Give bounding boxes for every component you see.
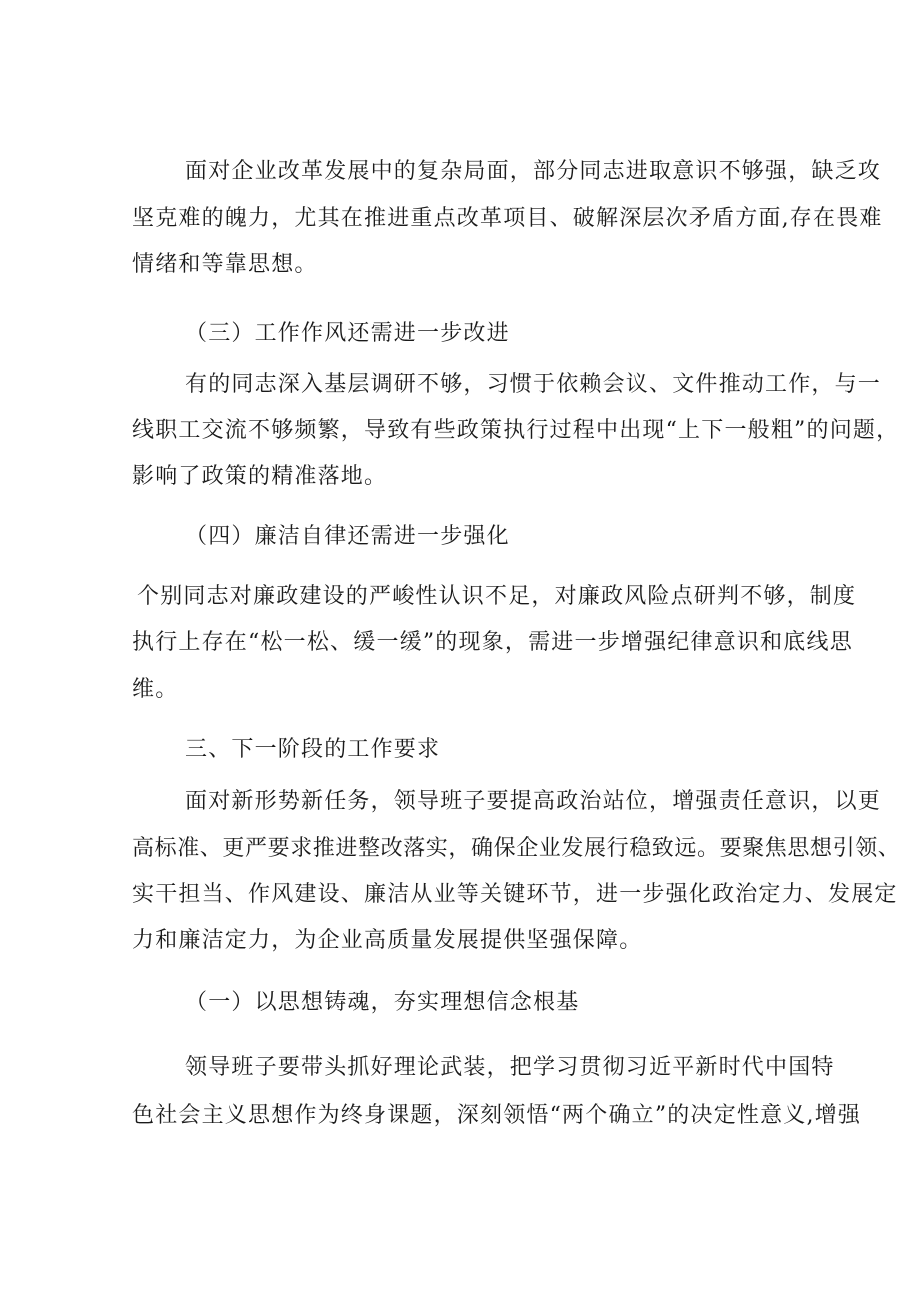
paragraph-line: 维。: [132, 677, 179, 702]
subsection-heading: （三）工作作风还需进一步改进: [185, 321, 510, 346]
paragraph-line: 影响了政策的精准落地。: [132, 464, 388, 489]
paragraph-line: 面对新形势新任务，领导班子要提高政治站位，增强责任意识，以更: [185, 789, 882, 814]
paragraph-line: 情绪和等靠思想。: [132, 252, 318, 277]
subsection-heading: （一）以思想铸魂，夯实理想信念根基: [185, 990, 580, 1015]
paragraph-line: 色社会主义思想作为终身课题，深刻领悟“两个确立”的决定性意义,增强: [132, 1103, 862, 1128]
subsection-heading: （四）廉洁自律还需进一步强化: [185, 524, 510, 549]
paragraph-line: 力和廉洁定力，为企业高质量发展提供坚强保障。: [132, 928, 643, 953]
paragraph-line: 执行上存在“松一松、缓一缓”的现象，需进一步增强纪律意识和底线思: [132, 630, 853, 655]
paragraph-line: 面对企业改革发展中的复杂局面，部分同志进取意识不够强，缺乏攻: [185, 159, 882, 184]
paragraph-line: 线职工交流不够频繁，导致有些政策执行过程中出现“上下一般粗”的问题，: [132, 418, 900, 443]
paragraph-line: 有的同志深入基层调研不够，习惯于依赖会议、文件推动工作，与一: [185, 372, 882, 397]
paragraph-line: 个别同志对廉政建设的严峻性认识不足，对廉政风险点研判不够，制度: [137, 584, 857, 609]
paragraph-line: 实干担当、作风建设、廉洁从业等关键环节，进一步强化政治定力、发展定: [132, 882, 898, 907]
paragraph-line: 领导班子要带头抓好理论武装，把学习贯彻习近平新时代中国特: [185, 1055, 835, 1080]
section-heading: 三、下一阶段的工作要求: [185, 737, 441, 762]
paragraph-line: 高标准、更严要求推进整改落实，确保企业发展行稳致远。要聚焦思想引领、: [132, 836, 901, 861]
paragraph-line: 坚克难的魄力，尤其在推进重点改革项目、破解深层次矛盾方面,存在畏难: [132, 206, 883, 231]
